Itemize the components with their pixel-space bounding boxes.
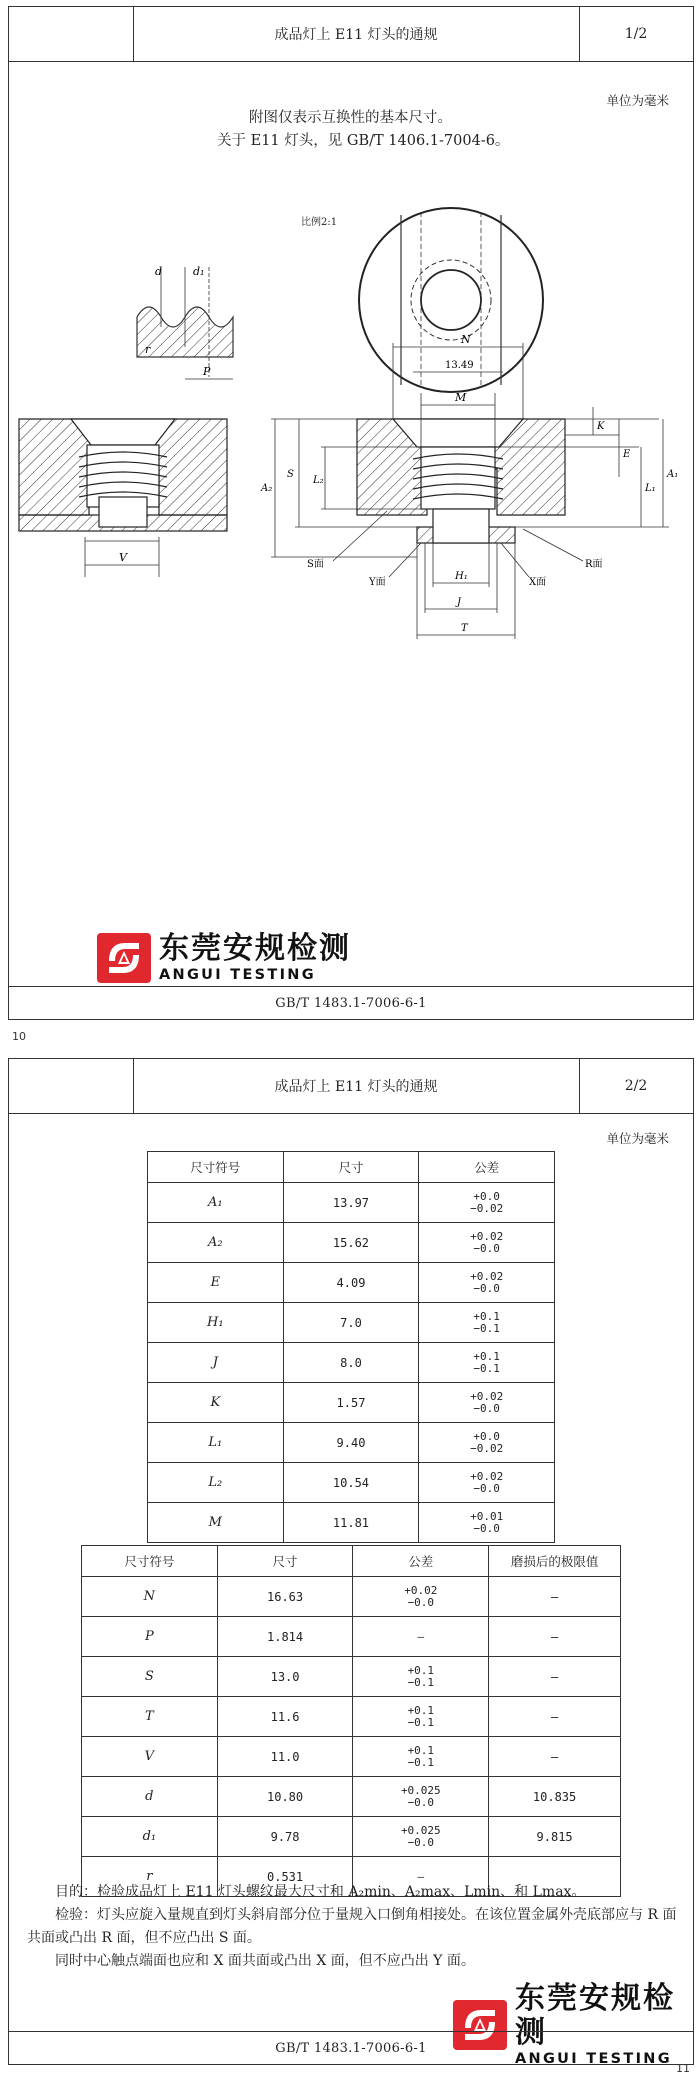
dimension-tolerance <box>353 1697 489 1737</box>
scale-label: 比例2:1 <box>301 217 338 228</box>
sheet-page-number: 1/2 <box>624 26 648 42</box>
table-row <box>148 1183 555 1223</box>
thread-profile-detail <box>137 265 233 379</box>
sheet-title: 成品灯上 E11 灯头的通规 <box>133 7 580 61</box>
dimension-symbol: A₂ <box>148 1223 284 1263</box>
dimension-value: 13.0 <box>217 1657 353 1697</box>
label-x-face: X面 <box>529 577 547 588</box>
dimension-value: 15.62 <box>283 1223 419 1263</box>
unit-note: 单位为毫米 <box>606 1131 669 1146</box>
dimension-symbol: L₂ <box>148 1463 284 1503</box>
dimension-table-1 <box>147 1151 555 1543</box>
tolerance-upper: +0.1 <box>407 1743 435 1757</box>
wear-limit-value: — <box>489 1577 621 1617</box>
dimension-symbol: J <box>148 1343 284 1383</box>
table2-header-3: 磨损后的极限值 <box>489 1546 621 1577</box>
table-row <box>148 1383 555 1423</box>
angui-logo-icon <box>95 931 153 985</box>
label-s-face: S面 <box>307 559 324 570</box>
logo-english-text: ANGUI TESTING <box>159 967 316 983</box>
tolerance-upper: +0.02 <box>470 1389 504 1403</box>
tolerance-lower: −0.02 <box>470 1441 504 1455</box>
dimension-tolerance <box>419 1423 555 1463</box>
tolerance-lower: −0.0 <box>407 1795 435 1809</box>
table-row <box>82 1617 621 1657</box>
wear-limit-value: — <box>489 1657 621 1697</box>
table-row <box>82 1577 621 1617</box>
table-row <box>82 1737 621 1777</box>
dimension-tolerance <box>419 1303 555 1343</box>
table-row <box>82 1817 621 1857</box>
inspection-paragraph: 检验：灯头应旋入量规直到灯头斜肩部分位于量规入口倒角相接处。在该位置金属外壳底部应与 R 面共面或凸出 R 面，但不应凸出 S 面。 <box>27 1907 677 1946</box>
label-d1: d₁ <box>193 265 205 278</box>
tolerance-upper: +0.025 <box>400 1823 441 1837</box>
dimension-tolerance <box>353 1777 489 1817</box>
dimension-symbol: V <box>82 1737 218 1777</box>
tolerance-lower: −0.0 <box>407 1835 435 1849</box>
tolerance-lower: −0.0 <box>407 1595 435 1609</box>
dimension-tolerance <box>419 1503 555 1543</box>
tolerance-upper: +0.02 <box>470 1229 504 1243</box>
tolerance-upper: +0.0 <box>473 1189 500 1203</box>
dimension-symbol: H₁ <box>148 1303 284 1343</box>
table-row <box>148 1423 555 1463</box>
tolerance-upper: +0.1 <box>473 1349 500 1363</box>
dimension-symbol: P <box>82 1617 218 1657</box>
tolerance-upper: +0.0 <box>473 1429 500 1443</box>
gauge-technical-drawing <box>9 157 695 1017</box>
label-N: N <box>461 333 471 346</box>
dimension-value: 8.0 <box>283 1343 419 1383</box>
wear-limit-value: — <box>489 1737 621 1777</box>
page-header <box>9 7 693 62</box>
dimension-value: 4.09 <box>283 1263 419 1303</box>
label-J: J <box>457 597 462 608</box>
dimension-symbol: M <box>148 1503 284 1543</box>
dimension-value: 11.81 <box>283 1503 419 1543</box>
label-r-face: R面 <box>585 559 603 570</box>
dimension-symbol: N <box>82 1577 218 1617</box>
dimension-tolerance <box>419 1383 555 1423</box>
dimension-value: 11.0 <box>217 1737 353 1777</box>
dimension-value: 16.63 <box>217 1577 353 1617</box>
dimension-value: 1.814 <box>217 1617 353 1657</box>
dimension-tolerance: — <box>353 1857 489 1897</box>
dimension-value: 1.57 <box>283 1383 419 1423</box>
table2-header-2: 公差 <box>353 1546 489 1577</box>
purpose-paragraph: 目的：检验成品灯上 E11 灯头螺纹最大尺寸和 A₂min、A₂max、Lmin、和 Lmax。 <box>55 1884 586 1900</box>
tolerance-upper: +0.02 <box>404 1583 438 1597</box>
table-row <box>82 1697 621 1737</box>
table-row <box>82 1657 621 1697</box>
dimension-symbol: d <box>82 1777 218 1817</box>
table-row <box>148 1463 555 1503</box>
label-A1: A₁ <box>667 469 679 480</box>
wear-limit-value: 10.835 <box>489 1777 621 1817</box>
page-footer: GB/T 1483.1-7006-6-1 <box>9 2031 693 2064</box>
label-E: E <box>623 449 631 460</box>
table1-header-0: 尺寸符号 <box>148 1152 284 1183</box>
dimension-tolerance <box>419 1343 555 1383</box>
label-d: d <box>155 265 163 278</box>
logo-chinese-text: 东莞安规检测 <box>515 1981 675 2050</box>
table2-header-0: 尺寸符号 <box>82 1546 218 1577</box>
dimension-symbol: K <box>148 1383 284 1423</box>
tolerance-lower: −0.0 <box>473 1401 500 1415</box>
dimension-tolerance <box>419 1183 555 1223</box>
tolerance-upper: +0.02 <box>470 1269 504 1283</box>
tolerance-upper: +0.01 <box>470 1509 504 1523</box>
dimension-value: 0.531 <box>217 1857 353 1897</box>
dimension-value: 13.97 <box>283 1183 419 1223</box>
dimension-tolerance <box>353 1817 489 1857</box>
tolerance-lower: −0.02 <box>470 1201 504 1215</box>
page-footer: GB/T 1483.1-7006-6-1 <box>9 986 693 1019</box>
brand-logo <box>95 931 351 985</box>
label-H1: H₁ <box>455 571 468 582</box>
dimension-symbol: S <box>82 1657 218 1697</box>
contact-paragraph: 同时中心触点端面也应和 X 面共面或凸出 X 面，但不应凸出 Y 面。 <box>55 1953 475 1969</box>
dimension-value: 9.40 <box>283 1423 419 1463</box>
tolerance-upper: +0.02 <box>470 1469 504 1483</box>
table-row <box>82 1777 621 1817</box>
label-S: S <box>287 469 294 480</box>
dimension-symbol: d₁ <box>82 1817 218 1857</box>
dimension-value: 7.0 <box>283 1303 419 1343</box>
gauge-sheet-page-2 <box>8 1058 694 2065</box>
label-P: P <box>203 365 211 378</box>
table-row <box>148 1343 555 1383</box>
gauge-section-view-right <box>260 333 678 639</box>
tolerance-lower: −0.0 <box>473 1241 500 1255</box>
table-row <box>148 1263 555 1303</box>
logo-english-text: ANGUI TESTING <box>515 2051 672 2067</box>
intro-line-2: 关于 E11 灯头，见 GB/T 1406.1-7004-6。 <box>217 133 510 149</box>
wear-limit-value: — <box>489 1697 621 1737</box>
label-r: r <box>145 343 151 356</box>
dimension-value: 10.54 <box>283 1463 419 1503</box>
table-row <box>148 1303 555 1343</box>
table2-header-1: 尺寸 <box>217 1546 353 1577</box>
label-L1: L₁ <box>645 483 656 494</box>
gauge-section-view-left <box>19 419 227 577</box>
table-row <box>148 1223 555 1263</box>
label-V: V <box>119 551 127 564</box>
tolerance-lower: −0.1 <box>473 1321 500 1335</box>
gauge-sheet-page-1 <box>8 6 694 1020</box>
label-y-face: Y面 <box>369 577 386 588</box>
dimension-tolerance <box>419 1223 555 1263</box>
tolerance-lower: −0.1 <box>473 1361 500 1375</box>
label-13-49: 13.49 <box>445 360 474 371</box>
dimension-symbol: L₁ <box>148 1423 284 1463</box>
intro-line-1: 附图仅表示互换性的基本尺寸。 <box>249 110 452 126</box>
wear-limit-value: — <box>489 1617 621 1657</box>
dimension-tolerance <box>353 1577 489 1617</box>
dimension-table-2 <box>81 1545 621 1897</box>
wear-limit-value: 9.815 <box>489 1817 621 1857</box>
dimension-tolerance: — <box>353 1617 489 1657</box>
dimension-value: 11.6 <box>217 1697 353 1737</box>
tolerance-lower: −0.1 <box>407 1715 435 1729</box>
label-T: T <box>461 623 468 634</box>
unit-note: 单位为毫米 <box>606 93 669 108</box>
dimension-symbol: T <box>82 1697 218 1737</box>
dimension-symbol: E <box>148 1263 284 1303</box>
sheet-title: 成品灯上 E11 灯头的通规 <box>133 1059 580 1113</box>
dimension-value: 9.78 <box>217 1817 353 1857</box>
tolerance-upper: +0.1 <box>407 1663 435 1677</box>
sheet-page-number: 2/2 <box>624 1078 648 1094</box>
dimension-symbol: A₁ <box>148 1183 284 1223</box>
dimension-tolerance <box>353 1657 489 1697</box>
dimension-tolerance <box>419 1263 555 1303</box>
table1-header-2: 公差 <box>419 1152 555 1183</box>
page-header <box>9 1059 693 1114</box>
tolerance-lower: −0.1 <box>407 1675 435 1689</box>
page-number-10: 10 <box>12 1030 26 1043</box>
tolerance-lower: −0.0 <box>473 1481 500 1495</box>
label-A2: A₂ <box>261 483 273 494</box>
dimension-value: 10.80 <box>217 1777 353 1817</box>
table1-header-1: 尺寸 <box>283 1152 419 1183</box>
dimension-tolerance <box>353 1737 489 1777</box>
tolerance-lower: −0.0 <box>473 1521 500 1535</box>
dimension-symbol: r <box>82 1857 218 1897</box>
logo-chinese-text: 东莞安规检测 <box>159 931 351 966</box>
label-K: K <box>597 421 605 432</box>
dimension-tolerance <box>419 1463 555 1503</box>
tolerance-upper: +0.025 <box>400 1783 441 1797</box>
tolerance-lower: −0.1 <box>407 1755 435 1769</box>
tolerance-upper: +0.1 <box>473 1309 500 1323</box>
tolerance-upper: +0.1 <box>407 1703 435 1717</box>
label-M: M <box>455 391 467 404</box>
page-number-11: 11 <box>676 2062 690 2075</box>
tolerance-lower: −0.0 <box>473 1281 500 1295</box>
label-L2: L₂ <box>313 475 324 486</box>
table-row <box>148 1503 555 1543</box>
